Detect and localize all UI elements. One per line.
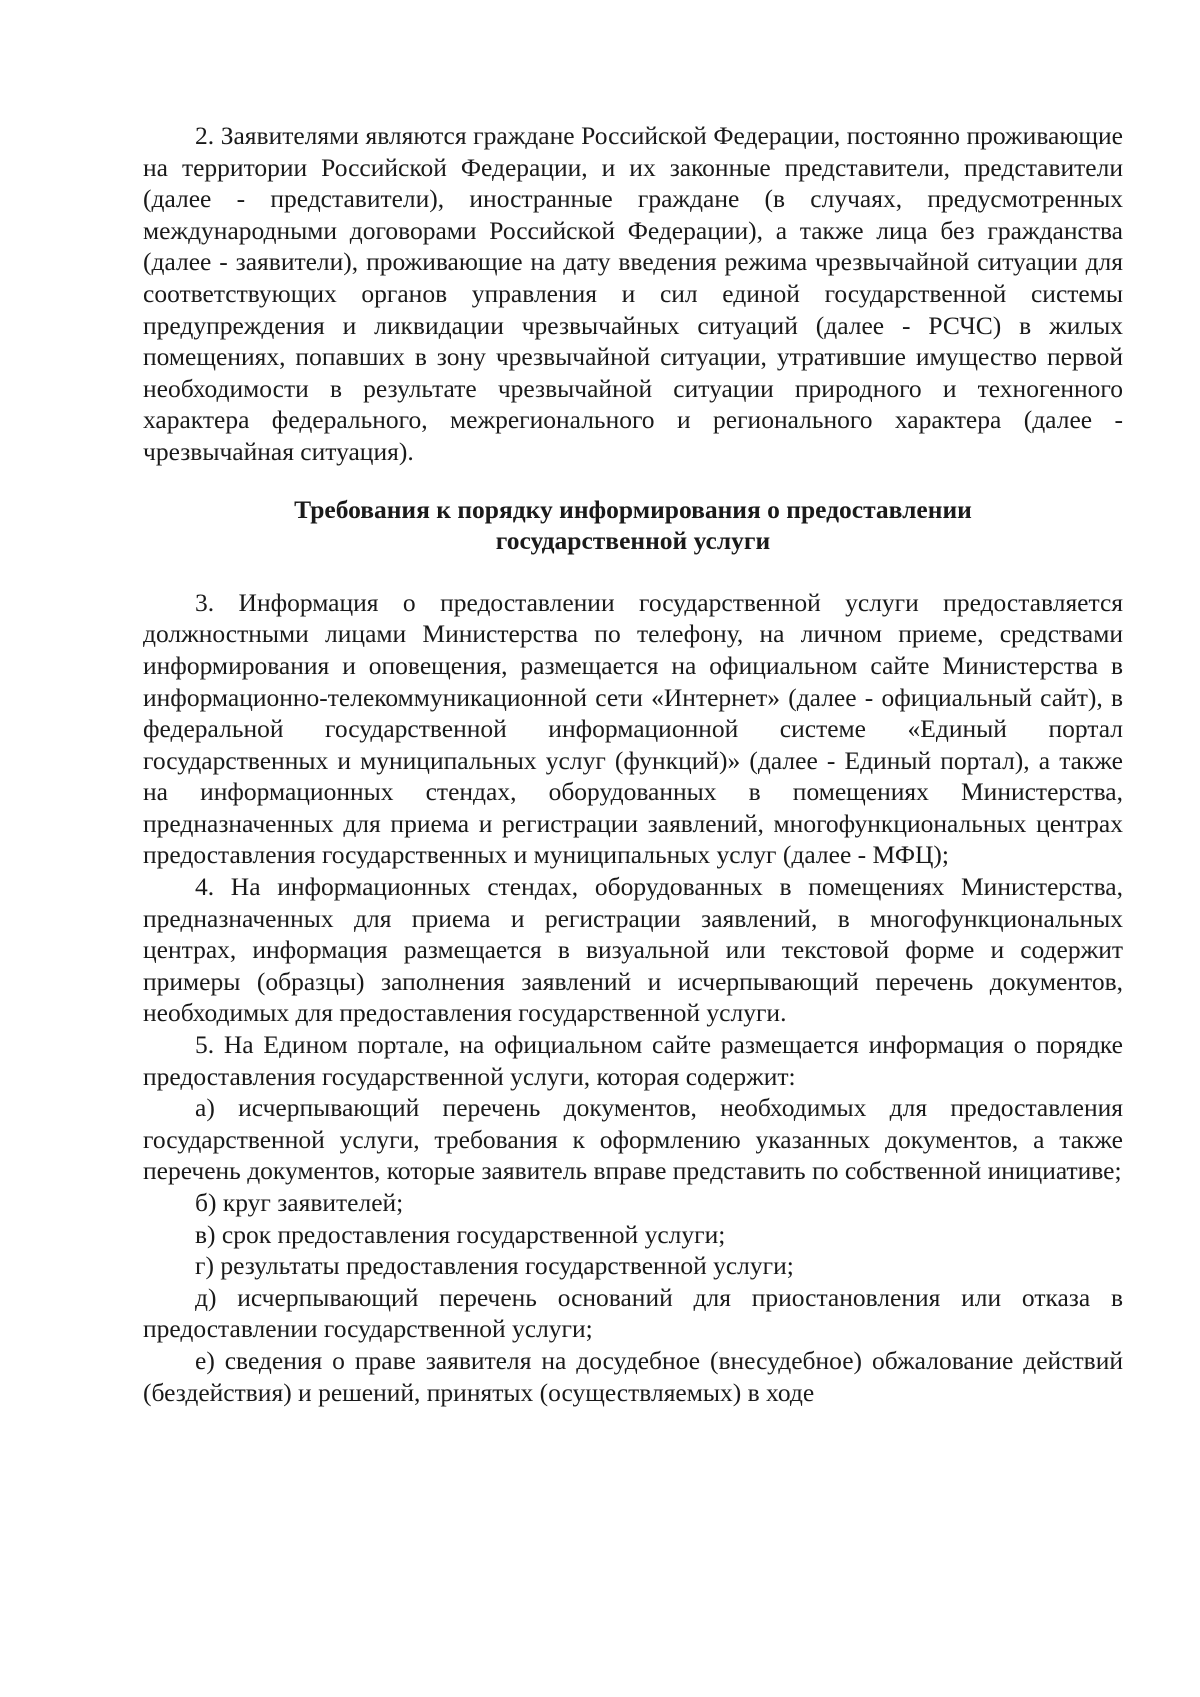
list-item-d: д) исчерпывающий перечень оснований для приостановления или отказа в предоставлении государственной услуги; — [143, 1282, 1123, 1344]
document-body — [143, 120, 1123, 1408]
paragraph-4-stands: 4. На информационных стендах, оборудованных в помещениях Министерства, предназначенных для приема и регистрации заявлений, в многофункциональных центрах, информация размещается в визуальной или текстовой форме и содержит примеры (образцы) заполнения заявлений и исчерпывающий перечень документов, необходимых для предоставления государственной услуги. — [143, 872, 1123, 1028]
paragraph-2-applicants: 2. Заявителями являются граждане Российской Федерации, постоянно проживающие на территории Российской Федерации, и их законные представители, представители (далее - представители), иностранные граждане (в случаях, предусмотренных международными договорами Российской Федерации), а также лица без гражданства (далее - заявители), проживающие на дату введения режима чрезвычайной ситуации для соответствующих органов управления и сил единой государственной системы предупреждения и ликвидации чрезвычайных ситуаций (далее - РСЧС) в жилых помещениях, попавших в зону чрезвычайной ситуации, утратившие имущество первой необходимости в результате чрезвычайной ситуации природного и техногенного характера федерального, межрегионального и регионального характера (далее - чрезвычайная ситуация). — [143, 121, 1123, 466]
paragraph-3-information: 3. Информация о предоставлении государственной услуги предоставляется должностными лицами Министерства по телефону, на личном приеме, средствами информирования и оповещения, размещается на официальном сайте Министерства в информационно-телекоммуникационной сети «Интернет» (далее - официальный сайт), в федеральной государственной информационной системе «Единый портал государственных и муниципальных услуг (функций)» (далее - Единый портал), а также на информационных стендах, оборудованных в помещениях Министерства, предназначенных для приема и регистрации заявлений, многофункциональных центрах предоставления государственных и муниципальных услуг (далее - МФЦ); — [143, 587, 1123, 870]
list-item-v: в) срок предоставления государственной услуги; — [195, 1219, 726, 1249]
section-heading: Требования к порядку информирования о предоставлении государственной услуги — [294, 494, 972, 556]
list-item-a: а) исчерпывающий перечень документов, необходимых для предоставления государственной услуги, требования к оформлению указанных документов, а также перечень документов, которые заявитель вправе представить по собственной инициативе; — [143, 1093, 1123, 1186]
list-item-b: б) круг заявителей; — [195, 1188, 404, 1217]
list-item-e: е) сведения о праве заявителя на досудебное (внесудебное) обжалование действий (бездействия) и решений, принятых (осуществляемых) в ходе — [143, 1345, 1123, 1407]
list-item-g: г) результаты предоставления государственной услуги; — [195, 1251, 794, 1281]
paragraph-5-portal: 5. На Едином портале, на официальном сайте размещается информация о порядке предоставления государственной услуги, которая содержит: — [143, 1030, 1123, 1091]
